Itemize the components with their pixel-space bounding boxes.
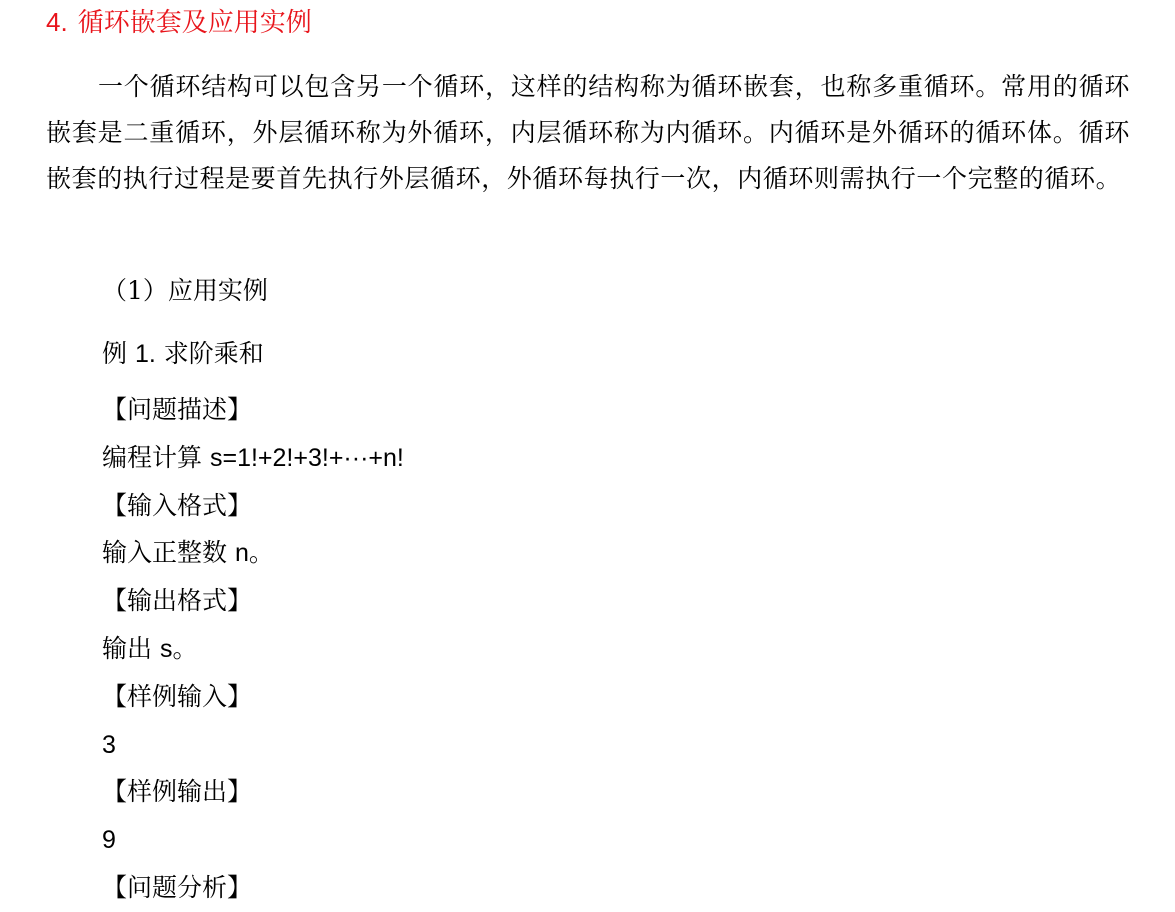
input-text [102, 536, 274, 570]
output-var: s [159, 635, 173, 663]
section-title: 循环嵌套及应用实例 [77, 8, 312, 38]
output-text [102, 632, 197, 666]
sample-input-value: 3 [102, 731, 116, 759]
section-number: 4. [46, 7, 68, 37]
example-title [102, 337, 264, 371]
analysis-label: 【问题分析】 [102, 873, 253, 902]
intro-paragraph: 一个循环结构可以包含另一个循环，这样的结构称为循环嵌套，也称多重循环。常用的循环嵌套是二重循环，外层循环称为外循环，内层循环称为内循环。内循环是外循环的循环体。循环嵌套的执行过程是要首先执行外层循环，外循环每执行一次，内循环则需执行一个完整的循环。 [46, 72, 1130, 193]
problem-prefix: 编程计算 [102, 443, 203, 472]
example-prefix: 例 [102, 339, 128, 368]
input-var: n [234, 539, 249, 567]
output-label: 【输出格式】 [102, 586, 253, 615]
subsection-title: （1）应用实例 [102, 276, 268, 305]
section-heading [46, 4, 312, 41]
example-number: 1. [134, 340, 156, 368]
sample-output-label: 【样例输出】 [102, 777, 253, 806]
problem-formula: s=1!+2!+3!+···+n! [209, 444, 404, 472]
sample-output-value: 9 [102, 826, 116, 854]
output-prefix: 输出 [102, 634, 153, 663]
problem-label: 【问题描述】 [102, 395, 253, 424]
input-end: 。 [248, 538, 274, 567]
output-end: 。 [172, 634, 198, 663]
problem-text [102, 441, 404, 475]
input-prefix: 输入正整数 [102, 538, 228, 567]
input-label: 【输入格式】 [102, 491, 253, 520]
sample-input-label: 【样例输入】 [102, 682, 253, 711]
example-name: 求阶乘和 [163, 339, 264, 368]
